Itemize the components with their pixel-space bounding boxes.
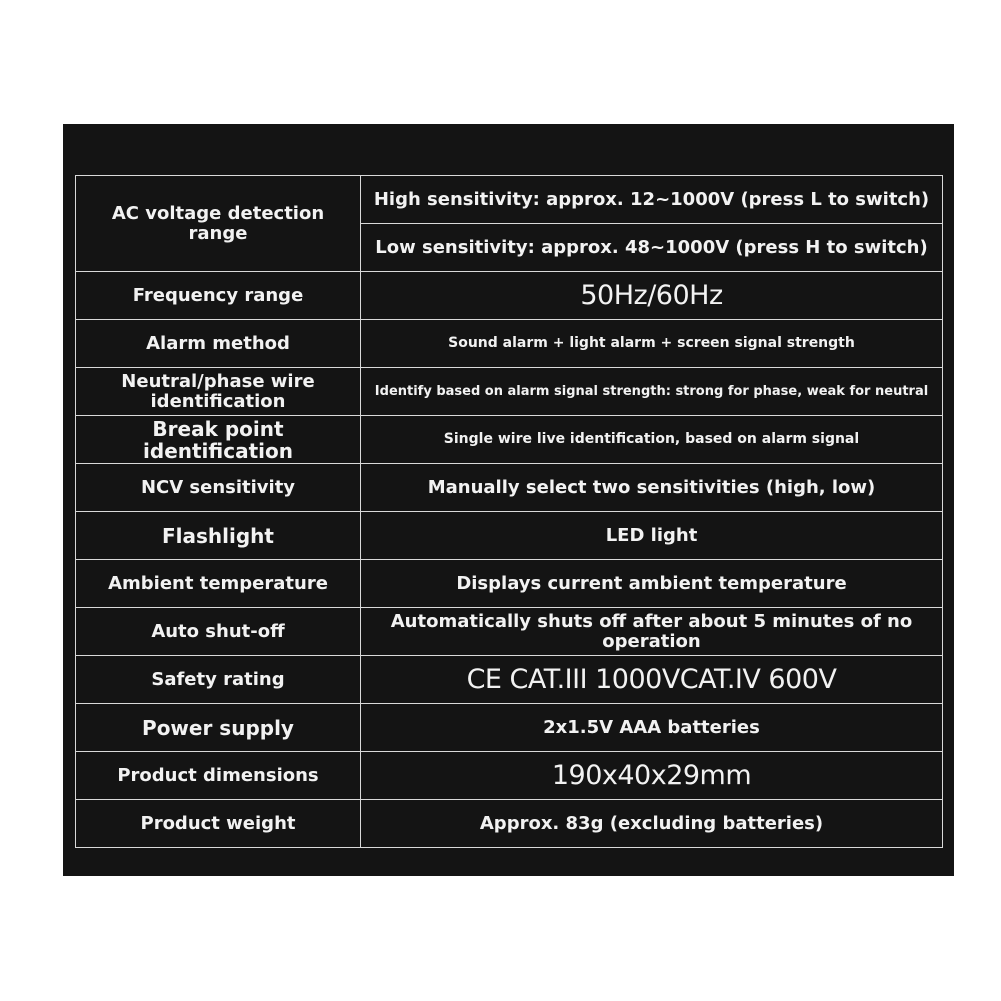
spec-label-frequency: Frequency range [76,272,361,320]
spec-value-auto-shutoff: Automatically shuts off after about 5 minutes of no operation [361,608,943,656]
spec-value-alarm-method: Sound alarm + light alarm + screen signal strength [361,320,943,368]
spec-value-power-supply: 2x1.5V AAA batteries [361,704,943,752]
spec-label-flashlight: Flashlight [76,512,361,560]
table-row [76,800,943,848]
spec-value-break-point: Single wire live identification, based on alarm signal [361,416,943,464]
table-row [76,368,943,416]
spec-label-product-dimensions: Product dimensions [76,752,361,800]
table-row [76,752,943,800]
table-row [76,704,943,752]
spec-label-safety-rating: Safety rating [76,656,361,704]
table-row [76,176,943,224]
spec-value-ncv-sensitivity: Manually select two sensitivities (high, low) [361,464,943,512]
table-row [76,272,943,320]
table-row [76,656,943,704]
table-row [76,512,943,560]
spec-label-power-supply: Power supply [76,704,361,752]
table-row [76,560,943,608]
spec-label-break-point: Break point identification [76,416,361,464]
spec-value-frequency: 50Hz/60Hz [361,272,943,320]
spec-label-alarm-method: Alarm method [76,320,361,368]
spec-value-flashlight: LED light [361,512,943,560]
spec-label-neutral-phase: Neutral/phase wire identification [76,368,361,416]
spec-label-ambient-temperature: Ambient temperature [76,560,361,608]
table-row [76,608,943,656]
spec-label-auto-shutoff: Auto shut-off [76,608,361,656]
spec-value-high-sensitivity: High sensitivity: approx. 12~1000V (press L to switch) [361,176,943,224]
spec-label-ac-voltage: AC voltage detection range [76,176,361,272]
table-row [76,320,943,368]
table-row [76,464,943,512]
spec-value-ambient-temperature: Displays current ambient temperature [361,560,943,608]
table-row [76,416,943,464]
spec-label-ncv-sensitivity: NCV sensitivity [76,464,361,512]
spec-value-low-sensitivity: Low sensitivity: approx. 48~1000V (press H to switch) [361,224,943,272]
spec-value-product-weight: Approx. 83g (excluding batteries) [361,800,943,848]
spec-table [75,175,943,848]
spec-value-safety-rating: CE CAT.III 1000VCAT.IV 600V [361,656,943,704]
spec-label-product-weight: Product weight [76,800,361,848]
spec-value-product-dimensions: 190x40x29mm [361,752,943,800]
spec-value-neutral-phase: Identify based on alarm signal strength: strong for phase, weak for neutral [361,368,943,416]
